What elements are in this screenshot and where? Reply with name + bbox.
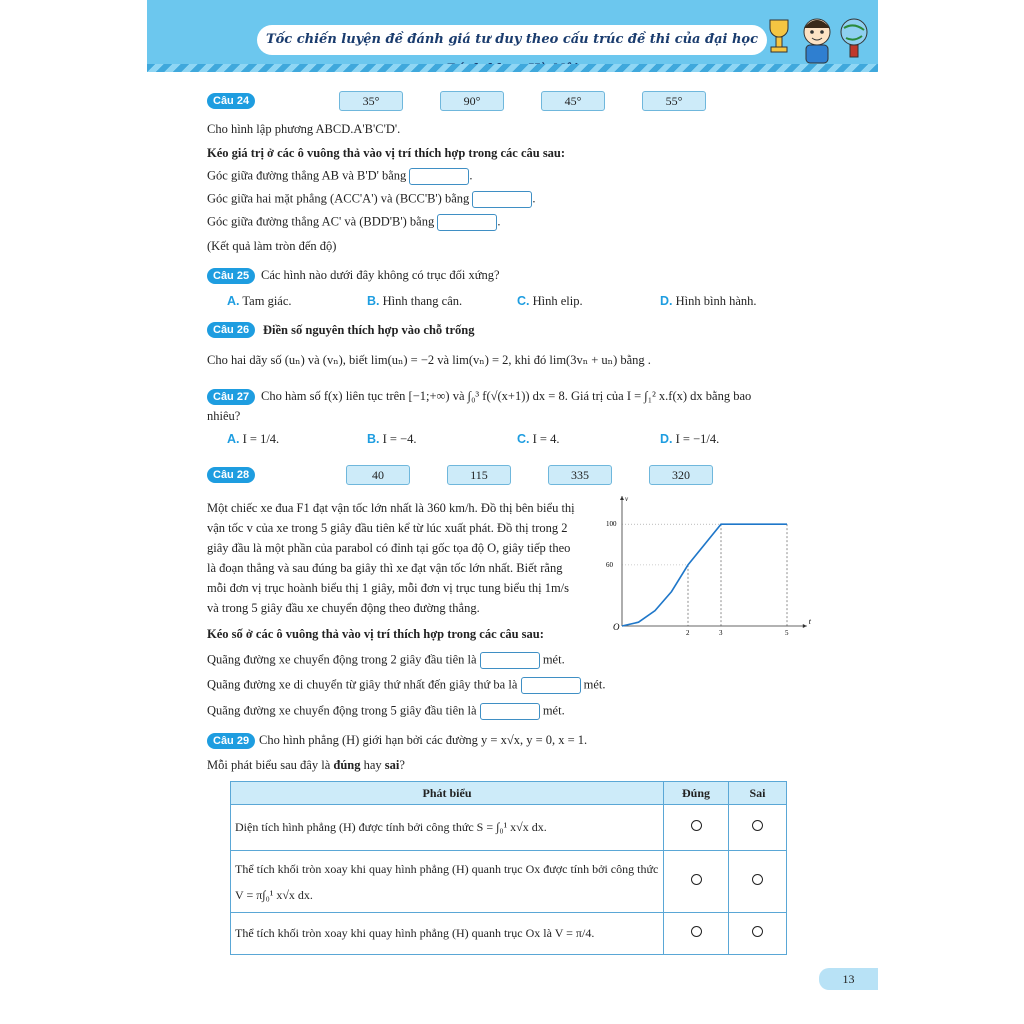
- y-tick-60: 60: [606, 560, 613, 569]
- q28-para-5: mỗi đơn vị trục hoành biểu thị 1 giây, mỗi đơn vị trục tung biểu thị 1m/s: [207, 581, 570, 595]
- q24-chip-2[interactable]: 90°: [440, 91, 504, 111]
- x-tick-2: 2: [686, 629, 690, 637]
- q25-option-a-letter: A.: [227, 294, 240, 308]
- q28-para-3: giây đầu là một phần của parabol có đỉnh tại gốc tọa độ O, giây tiếp theo: [207, 541, 571, 555]
- q27-option-a-text: I = 1/4.: [242, 432, 280, 446]
- x-tick-5: 5: [785, 629, 789, 637]
- q28-line-3-unit: mét.: [542, 703, 565, 718]
- q28-chip-2[interactable]: 115: [447, 465, 511, 485]
- radio-false-1[interactable]: [752, 820, 763, 831]
- y-axis-arrow: [620, 496, 624, 500]
- q28-para-6: và trong 5 giây đầu xe chuyển động theo đường thẳng.: [207, 601, 480, 615]
- false-cell-3: [729, 913, 787, 955]
- q27-option-b-letter: B.: [367, 432, 380, 446]
- y-axis-label: v: [625, 495, 629, 503]
- q24-line-3: Góc giữa đường thẳng AC' và (BDD'B') bằng .: [207, 214, 500, 231]
- q24-chip-4[interactable]: 55°: [642, 91, 706, 111]
- true-cell-3: [664, 913, 729, 955]
- q28-line-2-unit: mét.: [583, 677, 606, 692]
- q29-badge: Câu 29: [207, 733, 255, 749]
- q24-note: (Kết quả làm tròn đến độ): [207, 239, 337, 253]
- true-false-table: [230, 781, 787, 955]
- q26-badge: Câu 26: [207, 322, 255, 338]
- q25-option-d-letter: D.: [660, 294, 673, 308]
- statement-3: Thể tích khối tròn xoay khi quay hình phẳng (H) quanh trục Ox là V = π/4.: [231, 913, 664, 955]
- radio-true-2[interactable]: [691, 874, 702, 885]
- q24-badge: Câu 24: [207, 93, 255, 109]
- header-true: Đúng: [664, 782, 729, 805]
- page-number: 13: [819, 968, 878, 990]
- q27-option-c-text: I = 4.: [532, 432, 560, 446]
- header-statement: Phát biểu: [231, 782, 664, 805]
- q28-line-3: [207, 703, 565, 720]
- q24-line-1: Góc giữa đường thẳng AB và B'D' bằng .: [207, 168, 473, 185]
- table-header-row: [231, 782, 787, 805]
- q26-title: Điền số nguyên thích hợp vào chỗ trống: [263, 323, 475, 337]
- header-banner: [147, 0, 878, 72]
- q25-option-c[interactable]: [517, 294, 583, 309]
- q27-option-d-letter: D.: [660, 432, 673, 446]
- q24-line-2-text: Góc giữa hai mặt phẳng (ACC'A') và (BCC'B') bằng: [207, 191, 470, 206]
- page: [147, 0, 878, 1024]
- q25-option-a-text: Tam giác.: [242, 294, 292, 308]
- table-row: [231, 805, 787, 851]
- q25-text: Các hình nào dưới đây không có trục đối xứng?: [261, 268, 500, 282]
- q29-text-2-pre: Mỗi phát biểu sau đây là: [207, 758, 334, 772]
- q27-option-b-text: I = −4.: [382, 432, 417, 446]
- q29-text-2-false: sai: [384, 758, 400, 772]
- q25-option-d-text: Hình bình hành.: [675, 294, 757, 308]
- radio-false-3[interactable]: [752, 926, 763, 937]
- q27-option-d-text: I = −1/4.: [675, 432, 720, 446]
- q24-drop-box-3[interactable]: [437, 214, 497, 231]
- velocity-chart: [602, 490, 812, 640]
- q29-text-2-mid: hay: [360, 758, 385, 772]
- q29-text-2-true: đúng: [333, 758, 361, 772]
- statement-2: Thể tích khối tròn xoay khi quay hình phẳng (H) quanh trục Ox được tính bởi công thức V = π∫₀¹ x√x dx.: [231, 851, 664, 913]
- q28-instruction: Kéo số ở các ô vuông thả vào vị trí thích hợp trong các câu sau:: [207, 627, 544, 641]
- q25-option-c-letter: C.: [517, 294, 530, 308]
- q28-para-4: là đoạn thẳng và sau đúng ba giây thì xe đạt vận tốc lớn nhất. Biết rằng: [207, 561, 563, 575]
- q24-line-2: Góc giữa hai mặt phẳng (ACC'A') và (BCC'B') bằng .: [207, 191, 536, 208]
- x-axis-arrow: [803, 624, 807, 628]
- q29-text: Cho hình phẳng (H) giới hạn bởi các đường y = x√x, y = 0, x = 1.: [259, 733, 588, 747]
- q24-chip-1[interactable]: 35°: [339, 91, 403, 111]
- q27-text-2: nhiêu?: [207, 409, 241, 423]
- q26-text: Cho hai dãy số (uₙ) và (vₙ), biết lim(uₙ) = −2 và lim(vₙ) = 2, khi đó lim(3vₙ + uₙ) bằng .: [207, 353, 651, 367]
- q27-option-b[interactable]: [367, 432, 417, 447]
- q25-option-c-text: Hình elip.: [532, 294, 583, 308]
- x-axis-label: t: [808, 617, 812, 626]
- q27-option-d[interactable]: [660, 432, 719, 447]
- header-stripe: [147, 64, 878, 72]
- y-tick-100: 100: [606, 520, 617, 529]
- q28-line-1-text: Quãng đường xe chuyển động trong 2 giây đầu tiên là: [207, 652, 477, 667]
- q27-option-c-letter: C.: [517, 432, 530, 446]
- q25-option-b-text: Hình thang cân.: [382, 294, 463, 308]
- q24-intro: Cho hình lập phương ABCD.A'B'C'D'.: [207, 122, 401, 136]
- radio-true-3[interactable]: [691, 926, 702, 937]
- q29-text-2: [207, 758, 405, 773]
- q28-drop-box-3[interactable]: [480, 703, 540, 720]
- x-tick-3: 3: [719, 629, 723, 637]
- q28-drop-box-2[interactable]: [521, 677, 581, 694]
- q24-instruction: Kéo giá trị ở các ô vuông thả vào vị trí thích hợp trong các câu sau:: [207, 146, 566, 160]
- mascot-icon: [762, 10, 872, 65]
- q24-drop-box-2[interactable]: [472, 191, 532, 208]
- false-cell-1: [729, 805, 787, 851]
- q28-para-2: vận tốc v của xe trong 5 giây đầu tiên kể từ lúc xuất phát. Đồ thị trong 2: [207, 521, 568, 535]
- q27-option-a-letter: A.: [227, 432, 240, 446]
- table-row: [231, 913, 787, 955]
- q28-line-3-text: Quãng đường xe chuyển động trong 5 giây đầu tiên là: [207, 703, 477, 718]
- true-cell-1: [664, 805, 729, 851]
- q25-badge: Câu 25: [207, 268, 255, 284]
- q27-badge: Câu 27: [207, 389, 255, 405]
- q28-line-1-unit: mét.: [542, 652, 565, 667]
- q27-option-a[interactable]: [227, 432, 279, 447]
- header-false: Sai: [729, 782, 787, 805]
- q24-line-1-text: Góc giữa đường thẳng AB và B'D' bằng: [207, 168, 407, 183]
- q28-para-1: Một chiếc xe đua F1 đạt vận tốc lớn nhất là 360 km/h. Đồ thị bên biểu thị: [207, 501, 575, 515]
- header-title: Tốc chiến luyện đề đánh giá tư duy theo cấu trúc đề thi của đại học: [265, 32, 759, 47]
- q24-drop-box-1[interactable]: [409, 168, 469, 185]
- q25-option-b-letter: B.: [367, 294, 380, 308]
- q28-badge: Câu 28: [207, 467, 255, 483]
- velocity-series-line: [622, 524, 787, 626]
- q24-chip-3[interactable]: 45°: [541, 91, 605, 111]
- q28-drop-box-1[interactable]: [480, 652, 540, 669]
- q24-line-3-text: Góc giữa đường thẳng AC' và (BDD'B') bằng: [207, 214, 435, 229]
- q25-option-d[interactable]: [660, 294, 757, 309]
- q28-line-2: [207, 677, 606, 694]
- radio-true-1[interactable]: [691, 820, 702, 831]
- q29-text-2-post: ?: [399, 758, 405, 772]
- q28-chip-1[interactable]: 40: [346, 465, 410, 485]
- q28-chip-4[interactable]: 320: [649, 465, 713, 485]
- q25-option-b[interactable]: [367, 294, 462, 309]
- origin-label: O: [613, 622, 620, 632]
- q25-option-a[interactable]: [227, 294, 292, 309]
- q28-chip-3[interactable]: 335: [548, 465, 612, 485]
- q28-line-2-text: Quãng đường xe di chuyển từ giây thứ nhất đến giây thứ ba là: [207, 677, 518, 692]
- q27-text: Cho hàm số f(x) liên tục trên [−1;+∞) và ∫₀³ f(√(x+1)) dx = 8. Giá trị của I = ∫₁² x.f(x) dx bằng bao: [261, 389, 752, 403]
- q28-line-1: [207, 652, 565, 669]
- statement-1: Diện tích hình phẳng (H) được tính bởi công thức S = ∫₀¹ x√x dx.: [231, 805, 664, 851]
- radio-false-2[interactable]: [752, 874, 763, 885]
- table-row: [231, 851, 787, 913]
- true-cell-2: [664, 851, 729, 913]
- false-cell-2: [729, 851, 787, 913]
- q27-option-c[interactable]: [517, 432, 559, 447]
